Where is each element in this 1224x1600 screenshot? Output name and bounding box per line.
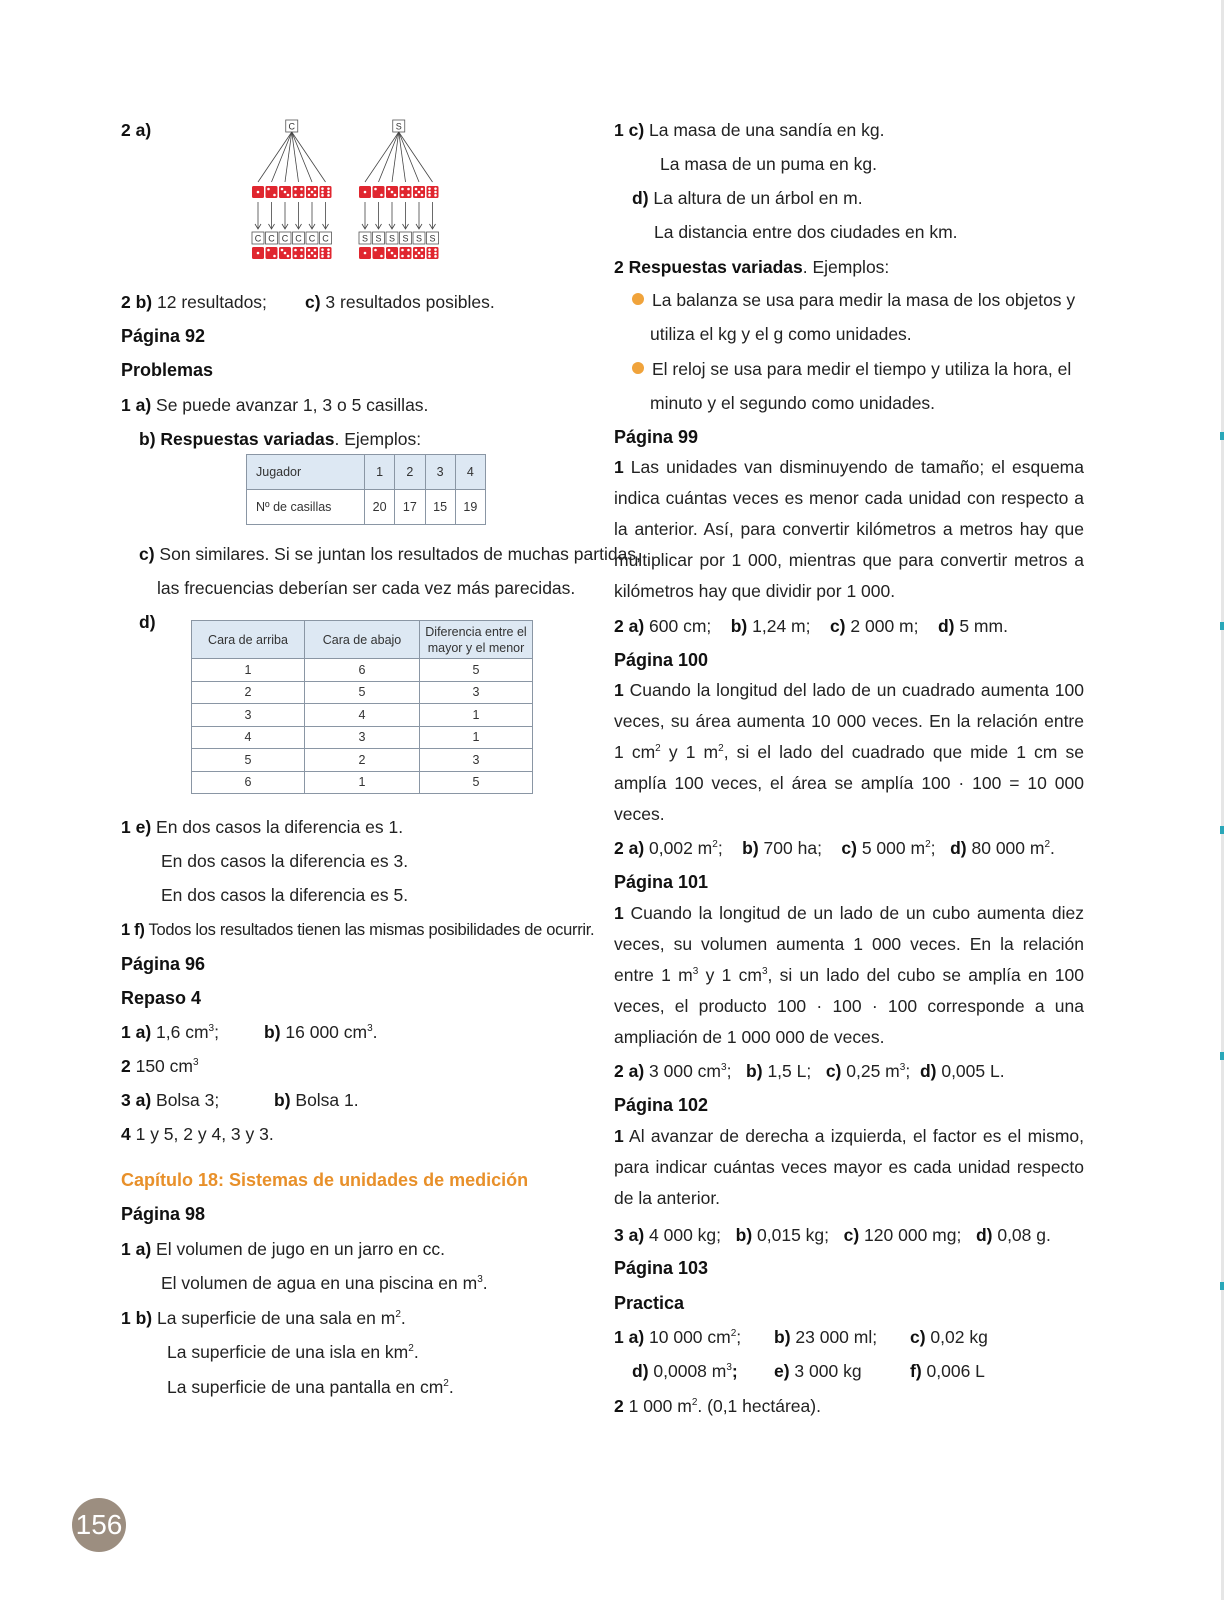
die-icon — [386, 247, 398, 259]
repaso-4: 4 1 y 5, 2 y 4, 3 y 3. — [121, 1124, 274, 1144]
die-icon — [306, 186, 318, 198]
p100-1: 1 Cuando la longitud del lado de un cuadrado aumenta 100 veces, su área aumenta 10 000 veces. En la relación entre 1 $cm^2$ y 1 $m^2$, si el lado del cuadrado que mide 1 cm se amplía 100 veces, el área se amplía 100 · 100 = 10 000 veces. — [614, 680, 1084, 824]
outcome-letter-text: S — [361, 233, 369, 244]
p98-1b-line2: La superficie de una isla en $km^2$. — [167, 1342, 419, 1362]
page-heading-103: Página 103 — [614, 1258, 709, 1278]
table-row — [192, 771, 533, 794]
table-cell: 3 — [420, 749, 533, 772]
table-row — [192, 659, 533, 682]
dice-table — [191, 620, 533, 794]
outcome-letter — [413, 232, 425, 244]
table-cell: 2 — [192, 681, 305, 704]
outcome-letter — [359, 232, 371, 244]
ex-1c-line2: La masa de un puma en kg. — [660, 154, 877, 174]
p101-2: 2 a) 3 000 $cm^3$; b) 1,5 L; c) 0,25 $m^3$; d) 0,005 L. — [614, 1061, 1005, 1081]
die-icon — [400, 247, 412, 259]
table-cell: 15 — [425, 490, 455, 525]
chapter-title: Capítulo 18: Sistemas de unidades de medición — [121, 1170, 529, 1190]
die-icon — [320, 186, 332, 198]
outcome-letter-text: C — [295, 233, 302, 244]
practica-2: 2 1 000 $m^2$. (0,1 hectárea). — [614, 1396, 821, 1416]
die-icon — [320, 247, 332, 259]
die-icon — [413, 186, 425, 198]
page-heading-99: Página 99 — [614, 427, 699, 447]
ex-1c: 1 c) La masa de una sandía en kg. — [614, 120, 885, 140]
die-icon — [373, 186, 385, 198]
die-icon — [359, 186, 371, 198]
outcome-letter-text: S — [395, 121, 402, 132]
die-icon — [359, 247, 371, 259]
p102-3: 3 a) 4 000 kg; b) 0,015 kg; c) 120 000 mg; d) 0,08 g. — [614, 1225, 1051, 1245]
p98-1b: 1 b) La superficie de una sala en $m^2$. — [121, 1308, 406, 1328]
die-icon — [293, 186, 305, 198]
outcome-letter — [286, 120, 298, 132]
table-row — [192, 704, 533, 727]
ex-1d: d) La altura de un árbol en m. — [632, 188, 863, 208]
problem-1d: d) — [139, 612, 156, 632]
outcome-letter-text: S — [429, 233, 436, 244]
p99-1: 1 Las unidades van disminuyendo de tamaño; el esquema indica cuántas veces es menor cada unidad con respecto a la anterior. Así, para convertir kilómetros a metros hay que multiplicar por 1 000, mientras que para convertir metros a kilómetros hay que dividir por 1 000. — [614, 457, 1084, 601]
practica-1b: b) 23 000 ml; — [774, 1327, 878, 1347]
ex-1d-line2: La distancia entre dos ciudades en km. — [654, 222, 958, 242]
page-heading-92: Página 92 — [121, 326, 206, 346]
die-icon — [279, 247, 291, 259]
die-icon — [306, 247, 318, 259]
p98-1b-line3: La superficie de una pantalla en $cm^2$. — [167, 1377, 454, 1397]
page-number: 156 — [72, 1498, 126, 1552]
bullet-dot-icon — [632, 293, 644, 305]
table-cell: 3 — [192, 704, 305, 727]
outcome-letter-text: C — [268, 233, 275, 244]
exercise-2b: 2 b) 12 resultados; — [121, 292, 267, 312]
problem-1e-line3: En dos casos la diferencia es 5. — [161, 885, 409, 905]
table-cell: 1 — [305, 771, 420, 794]
outcome-letter-text: S — [388, 233, 396, 244]
outcome-letter — [320, 232, 332, 244]
problem-1e: 1 e) En dos casos la diferencia es 1. — [121, 817, 404, 837]
practica-1a: 1 a) 10 000 $cm^2$; — [614, 1327, 742, 1347]
die-icon — [386, 186, 398, 198]
p99-2: 2 a) 600 cm; b) 1,24 m; c) 2 000 m; d) 5 mm. — [614, 616, 1008, 636]
outcome-letter — [266, 232, 278, 244]
problem-1b: b) Respuestas variadas. Ejemplos: — [139, 429, 422, 449]
table-cell: 19 — [455, 490, 485, 525]
bullet-dot-icon — [632, 362, 644, 374]
page-heading-100: Página 100 — [614, 650, 709, 670]
practica-1d: d) 0,0008 $m^3$; — [632, 1361, 738, 1381]
die-icon — [427, 186, 439, 198]
die-icon — [413, 247, 425, 259]
die-icon — [266, 247, 278, 259]
page-heading-102: Página 102 — [614, 1095, 709, 1115]
edge-tick — [1220, 826, 1224, 834]
table-cell: 3 — [420, 681, 533, 704]
table-header: 4 — [455, 455, 485, 490]
p98-1a-line2: El volumen de agua en una piscina en $m^3$. — [161, 1273, 488, 1293]
outcome-letter-text: S — [402, 233, 409, 244]
table-cell: 5 — [420, 659, 533, 682]
table-header: 3 — [425, 455, 455, 490]
repaso-1b: b) 16 000 $cm^3$. — [264, 1022, 378, 1042]
page-heading-98: Página 98 — [121, 1204, 206, 1224]
section-practica: Practica — [614, 1293, 685, 1313]
die-icon — [252, 186, 264, 198]
outcome-letter-text: S — [375, 233, 382, 244]
outcome-letter-text: S — [415, 233, 423, 244]
outcome-letter-text: C — [281, 233, 289, 244]
outcome-letter — [279, 232, 291, 244]
edge-tick — [1220, 432, 1224, 440]
table-cell: 4 — [305, 704, 420, 727]
table-header: Diferencia entre el mayor y el menor — [420, 621, 533, 659]
table-cell: 1 — [192, 659, 305, 682]
table-cell: 6 — [305, 659, 420, 682]
problem-1a: 1 a) Se puede avanzar 1, 3 o 5 casillas. — [121, 395, 429, 415]
table-cell: 1 — [420, 726, 533, 749]
tree-diagram — [246, 112, 486, 272]
section-problemas: Problemas — [121, 360, 214, 380]
table-row — [192, 749, 533, 772]
outcome-letter-text: C — [254, 233, 262, 244]
table-cell: 6 — [192, 771, 305, 794]
table-cell: 5 — [305, 681, 420, 704]
die-icon — [266, 186, 278, 198]
table-row — [192, 681, 533, 704]
table-header: Cara de arriba — [192, 621, 305, 659]
table-row — [192, 726, 533, 749]
table-header: Cara de abajo — [305, 621, 420, 659]
outcome-letter — [400, 232, 412, 244]
table-cell: 5 — [420, 771, 533, 794]
table-cell: 2 — [305, 749, 420, 772]
outcome-letter — [293, 232, 305, 244]
die-icon — [293, 247, 305, 259]
p101-1: 1 Cuando la longitud de un lado de un cubo aumenta diez veces, su volumen aumenta 1 000 veces. En la relación entre 1 $m^3$ y 1 $cm^3$, si un lado del cubo se amplía en 100 veces, el producto 100 · 100 · 100 corresponde a una ampliación de 1 000 000 de veces. — [614, 903, 1084, 1047]
table-cell: Nº de casillas — [247, 490, 365, 525]
p98-1a: 1 a) El volumen de jugo en un jarro en cc. — [121, 1239, 445, 1259]
practica-1f: f) 0,006 L — [910, 1361, 985, 1381]
table-cell: 20 — [365, 490, 395, 525]
bullet-1-cont: utiliza el kg y el g como unidades. — [650, 324, 912, 344]
practica-1e: e) 3 000 kg — [774, 1361, 862, 1381]
outcome-letter — [306, 232, 318, 244]
problem-1c-cont: las frecuencias deberían ser cada vez más parecidas. — [157, 578, 576, 598]
table-header: Jugador — [247, 455, 365, 490]
edge-tick — [1220, 1282, 1224, 1290]
p100-2: 2 a) 0,002 $m^2$; b) 700 ha; c) 5 000 $m^2$; d) 80 000 $m^2$. — [614, 838, 1055, 858]
page-heading-96: Página 96 — [121, 954, 206, 974]
problem-1f: 1 f) Todos los resultados tienen las mismas posibilidades de ocurrir. — [121, 921, 595, 939]
table-cell: 17 — [395, 490, 425, 525]
repaso-1a: 1 a) 1,6 $cm^3$; — [121, 1022, 219, 1042]
table-header: 2 — [395, 455, 425, 490]
bullet-1: La balanza se usa para medir la masa de los objetos y — [632, 288, 1084, 312]
edge-tick — [1220, 622, 1224, 630]
die-icon — [252, 247, 264, 259]
bullet-2-cont: minuto y el segundo como unidades. — [650, 393, 936, 413]
p102-1: 1 Al avanzar de derecha a izquierda, el factor es el mismo, para indicar cuántas veces mayor es cada unidad respecto de la anterior. — [614, 1126, 1084, 1208]
die-icon — [427, 247, 439, 259]
outcome-letter — [252, 232, 264, 244]
ex-2: 2 Respuestas variadas. Ejemplos: — [614, 257, 890, 277]
practica-1c: c) 0,02 kg — [910, 1327, 988, 1347]
problem-1c: c) Son similares. Si se juntan los resultados de muchas partidas, — [139, 544, 641, 564]
die-icon — [373, 247, 385, 259]
page-heading-101: Página 101 — [614, 872, 709, 892]
die-icon — [279, 186, 291, 198]
outcome-letter — [386, 232, 398, 244]
players-table — [246, 454, 486, 525]
repaso-2: 2 150 $cm^3$ — [121, 1056, 199, 1076]
outcome-letter-text: C — [322, 233, 329, 244]
section-repaso: Repaso 4 — [121, 988, 202, 1008]
outcome-letter — [393, 120, 405, 132]
table-cell: 1 — [420, 704, 533, 727]
table-cell: 3 — [305, 726, 420, 749]
outcome-letter-text: C — [308, 233, 316, 244]
outcome-letter — [427, 232, 439, 244]
exercise-2a: 2 a) — [121, 120, 152, 140]
exercise-2c: c) 3 resultados posibles. — [305, 292, 495, 312]
table-cell: 5 — [192, 749, 305, 772]
problem-1e-line2: En dos casos la diferencia es 3. — [161, 851, 409, 871]
die-icon — [400, 186, 412, 198]
bullet-2: El reloj se usa para medir el tiempo y utiliza la hora, el — [632, 357, 1084, 381]
edge-tick — [1220, 1052, 1224, 1060]
repaso-3a: 3 a) Bolsa 3; — [121, 1090, 220, 1110]
table-cell: 4 — [192, 726, 305, 749]
outcome-letter-text: C — [288, 121, 295, 132]
outcome-letter — [373, 232, 385, 244]
repaso-3b: b) Bolsa 1. — [274, 1090, 359, 1110]
table-header: 1 — [365, 455, 395, 490]
